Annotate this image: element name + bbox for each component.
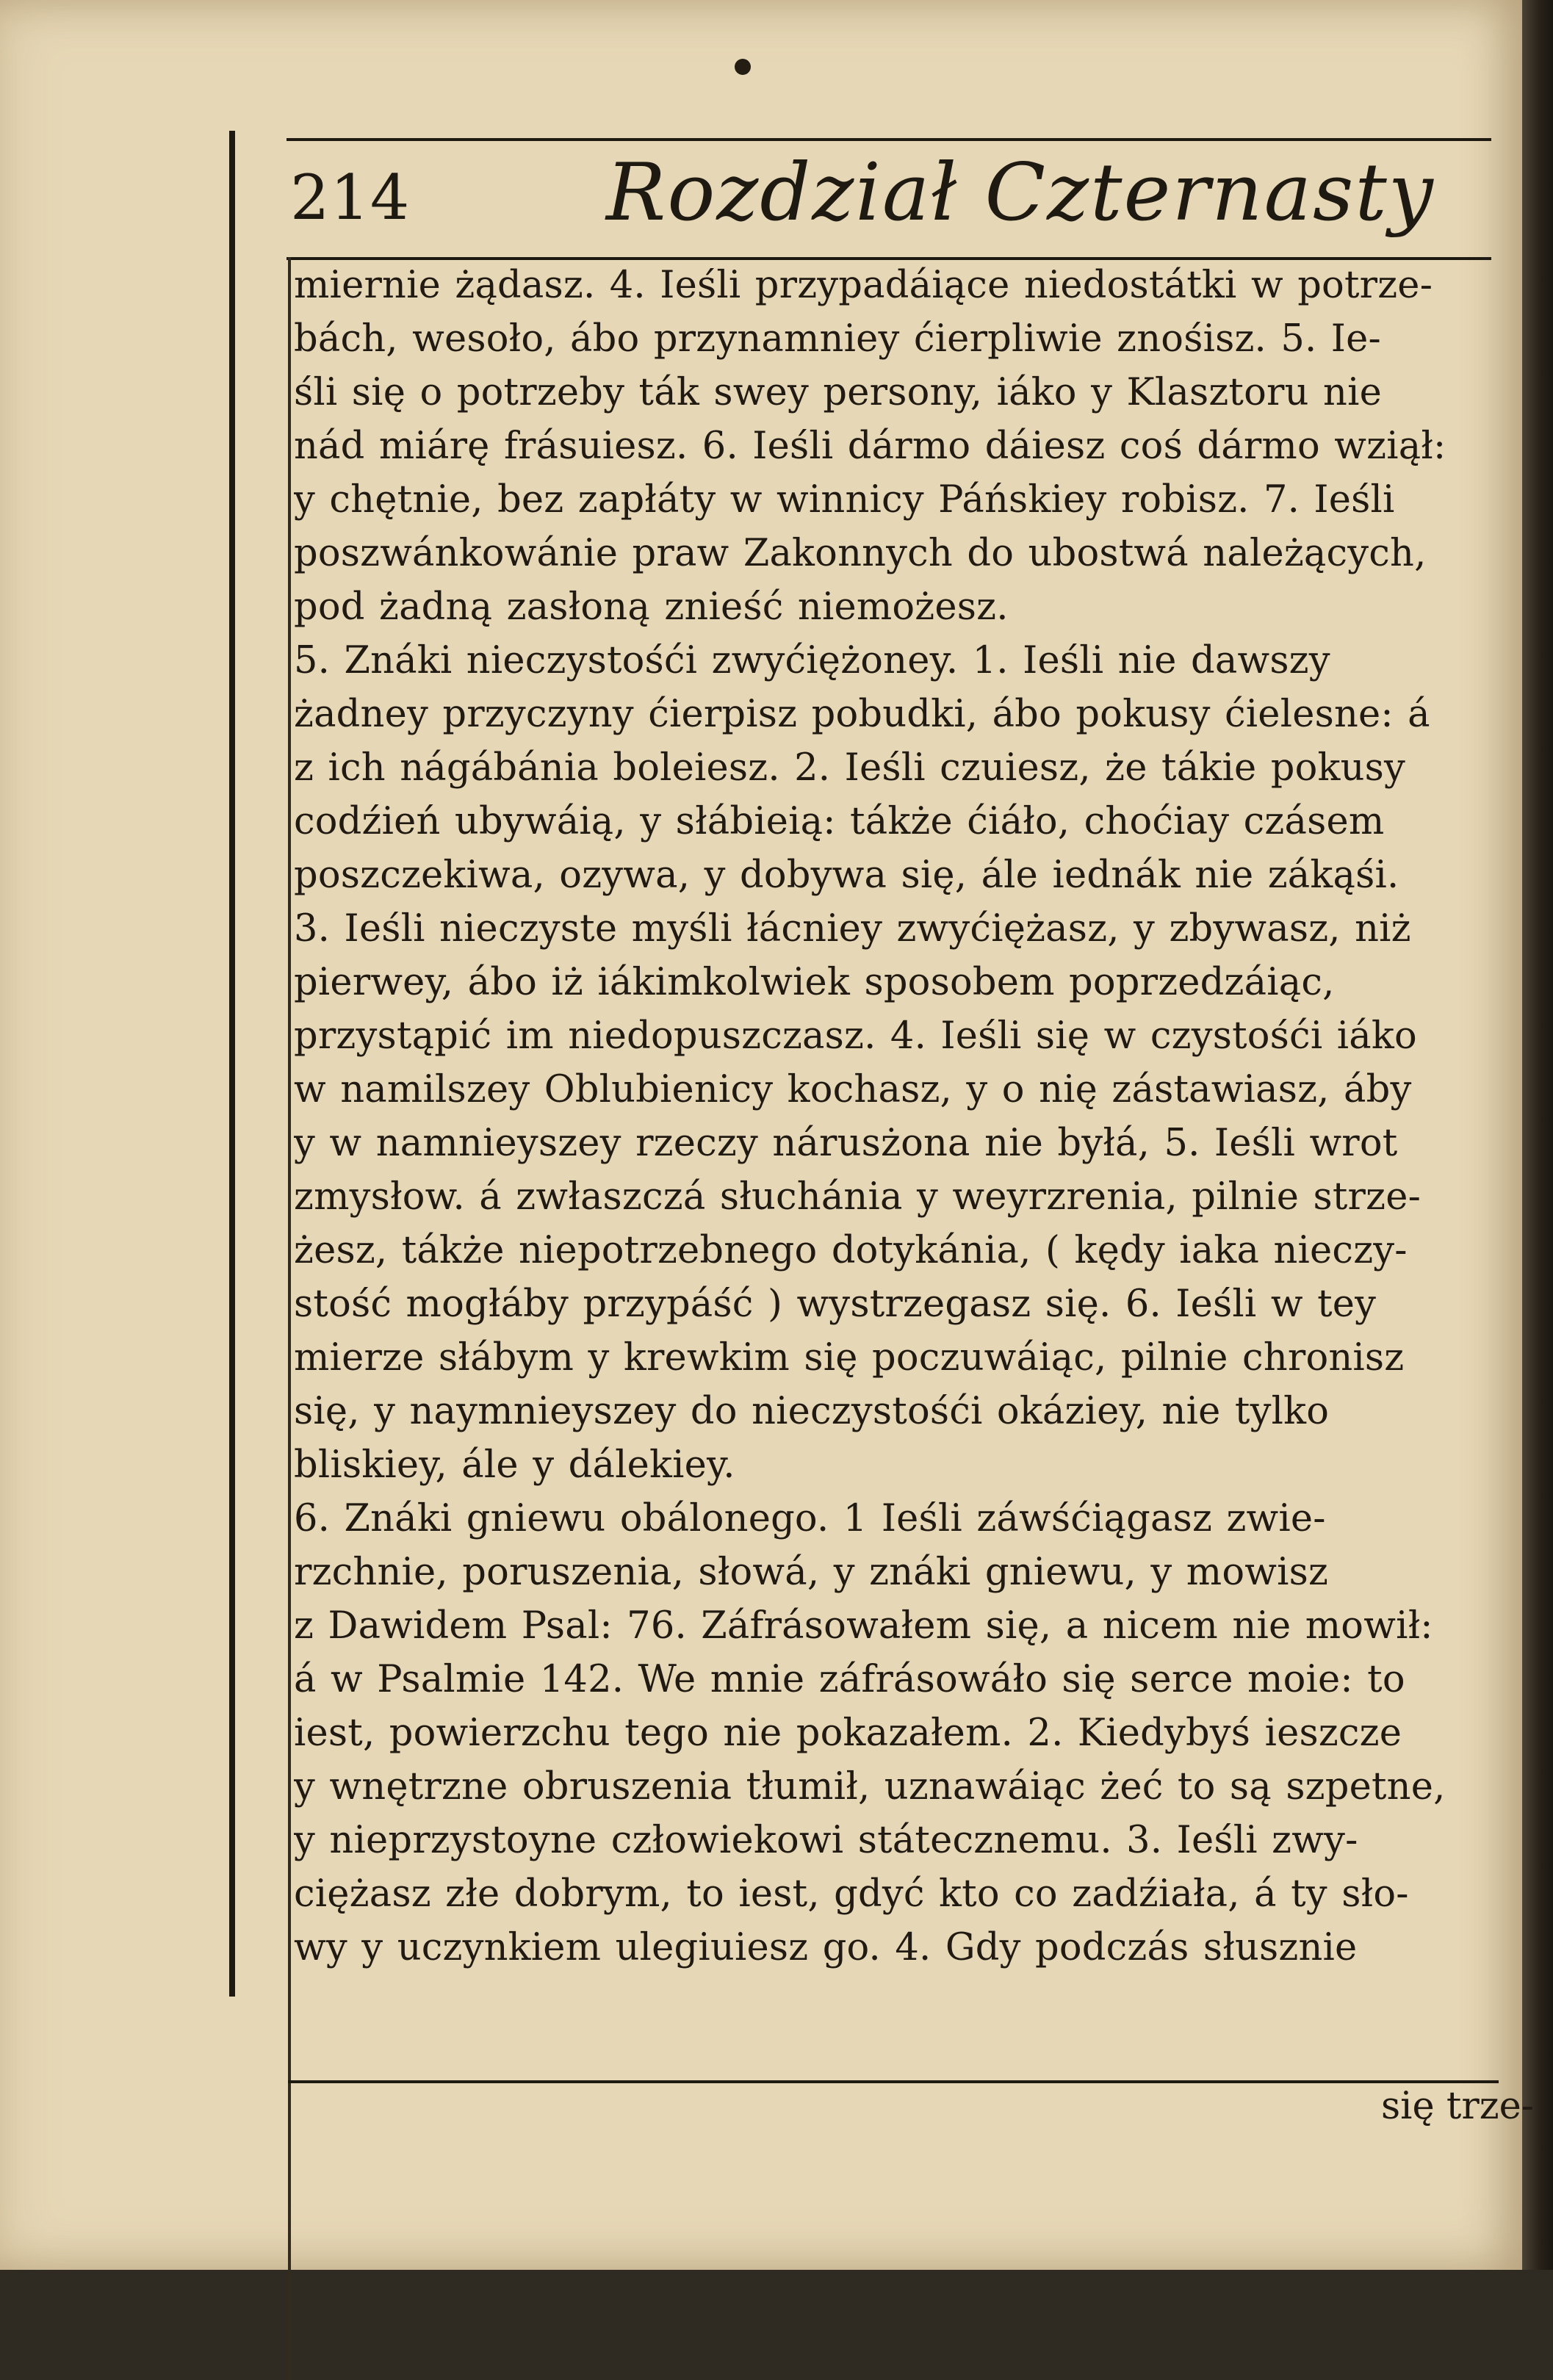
text-line: mierze słábym y krewkim się poczuwáiąc, pilnie chronisz (294, 1336, 1405, 1380)
page-number: 214 (290, 162, 411, 234)
text-line: pierwey, ábo iż iákimkolwiek sposobem poprzedzáiąc, (294, 961, 1335, 1004)
text-line: żadney przyczyny ćierpisz pobudki, ábo pokusy ćielesne: á (294, 693, 1430, 736)
text-line: żesz, tákże niepotrzebnego dotykánia, ( kędy iaka nieczy- (294, 1229, 1408, 1272)
text-line: codźień ubywáią, y słábieią: tákże ćiáło, choćiay czásem (294, 800, 1385, 843)
footer-rule (288, 2080, 1499, 2083)
text-line: poszwánkowánie praw Zakonnych do ubostwá należących, (294, 532, 1427, 575)
text-line: 6. Znáki gniewu obálonego. 1 Ieśli záwśćiągasz zwie- (294, 1497, 1326, 1540)
text-line: pod żadną zasłoną znieść niemożesz. (294, 585, 1009, 629)
text-line: 5. Znáki nieczystośći zwyćiężoney. 1. Ieśli nie dawszy (294, 639, 1330, 682)
catchword: się trze- (1381, 2085, 1535, 2128)
text-line: miernie żądasz. 4. Ieśli przypadáiące niedostátki w potrze- (294, 264, 1433, 307)
text-line: y chętnie, bez zapłáty w winnicy Páńskiey robisz. 7. Ieśli (294, 478, 1395, 522)
text-line: przystąpić im niedopuszczasz. 4. Ieśli się w czystośći iáko (294, 1014, 1417, 1058)
text-line: bách, wesoło, ábo przynamniey ćierpliwie znośisz. 5. Ie- (294, 317, 1381, 361)
text-line: poszczekiwa, ozywa, y dobywa się, ále iednák nie zákąśi. (294, 854, 1399, 897)
left-margin-rule (229, 131, 235, 1997)
page-edge (1522, 0, 1553, 2270)
running-head: Rozdział Czternasty (606, 147, 1435, 239)
text-line: 3. Ieśli nieczyste myśli łácniey zwyćiężasz, y zbywasz, niż (294, 907, 1411, 951)
text-line: stość mogłáby przypáść ) wystrzegasz się. 6. Ieśli w tey (294, 1283, 1377, 1326)
text-line: y nieprzystoyne człowiekowi státecznemu. 3. Ieśli zwy- (294, 1819, 1358, 1862)
page-header (290, 140, 1499, 250)
text-line: y w namnieyszey rzeczy nárusżona nie byłá, 5. Ieśli wrot (294, 1122, 1398, 1165)
text-frame-left (288, 257, 291, 2380)
text-line: wy y uczynkiem ulegiuiesz go. 4. Gdy podczás słusznie (294, 1926, 1358, 1969)
text-line: w namilszey Oblubienicy kochasz, y o nię zástawiasz, áby (294, 1068, 1412, 1111)
text-line: á w Psalmie 142. We mnie záfrásowáło się serce moie: to (294, 1658, 1405, 1701)
text-line: z Dawidem Psal: 76. Záfrásowałem się, a nicem nie mowił: (294, 1604, 1433, 1648)
body-text (294, 259, 1499, 1975)
text-line: y wnętrzne obruszenia tłumił, uznawáiąc żeć to są szpetne, (294, 1765, 1446, 1809)
text-line: się, y naymnieyszey do nieczystośći okáziey, nie tylko (294, 1390, 1330, 1433)
text-line: zmysłow. á zwłaszczá słuchánia y weyrzrenia, pilnie strze- (294, 1175, 1422, 1219)
ink-dot (735, 59, 751, 75)
text-line: z ich nágábánia boleiesz. 2. Ieśli czuiesz, że tákie pokusy (294, 746, 1406, 790)
text-line: nád miárę frásuiesz. 6. Ieśli dármo dáiesz coś dármo wziął: (294, 425, 1446, 468)
text-line: ciężasz złe dobrym, to iest, gdyć kto co zadźiała, á ty sło- (294, 1872, 1409, 1916)
text-line: iest, powierzchu tego nie pokazałem. 2. Kiedybyś ieszcze (294, 1712, 1402, 1755)
text-line: bliskiey, ále y dálekiey. (294, 1443, 735, 1487)
text-line: śli się o potrzeby ták swey persony, iáko y Klasztoru nie (294, 371, 1382, 414)
text-line: rzchnie, poruszenia, słowá, y znáki gniewu, y mowisz (294, 1551, 1329, 1594)
